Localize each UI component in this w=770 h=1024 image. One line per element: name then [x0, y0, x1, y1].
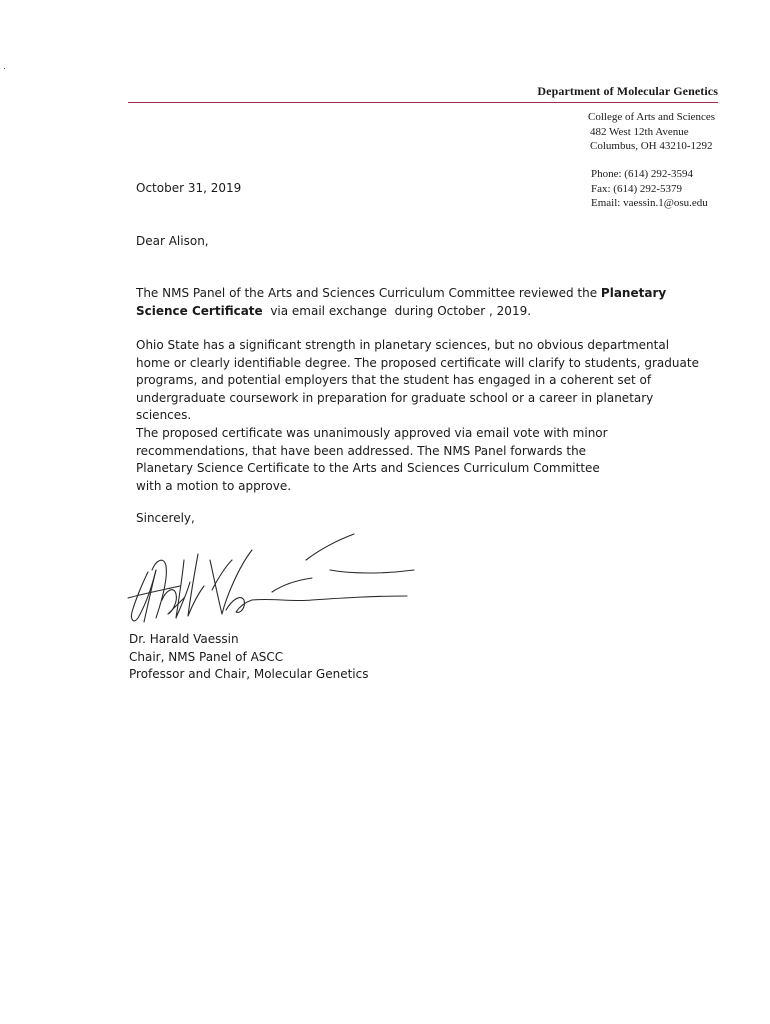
- signature-block: [129, 631, 368, 684]
- paragraph-review: [136, 285, 706, 320]
- handwritten-signature: [122, 520, 432, 632]
- contact-phone: Phone: (614) 292-3594: [591, 168, 694, 180]
- paragraph-rationale: Ohio State has a significant strength in planetary sciences, but no obvious departmental home or clearly identifiable degree. The proposed certificate will clarify to students, graduate programs, and potential employers that the student has engaged in a coherent set of undergraduate coursework in preparation for graduate school or a career in planetary sciences.: [136, 338, 699, 422]
- certificate-name: Planetary Science Certificate: [136, 286, 667, 318]
- signer-title-panel: Chair, NMS Panel of ASCC: [129, 649, 284, 664]
- closing: Sincerely,: [136, 511, 195, 525]
- signer-title-department: Professor and Chair, Molecular Genetics: [129, 667, 369, 681]
- address-line-city: Columbus, OH 43210-1292: [590, 140, 713, 152]
- contact-fax: Fax: (614) 292-5379: [591, 182, 683, 195]
- paragraph-approval: The proposed certificate was unanimously approved via email vote with minor recommendations, that have been addressed. The NMS Panel forwards the Planetary Science Certificate to the Arts and Sciences Curriculum Committee with a motion to approve.: [136, 426, 608, 493]
- contact-email: Email: vaessin.1@osu.edu: [591, 197, 708, 209]
- salutation: Dear Alison,: [136, 234, 209, 248]
- department-contact: [591, 167, 708, 211]
- scan-speck: [4, 68, 5, 69]
- letter-date: October 31, 2019: [136, 181, 242, 195]
- department-title: Department of Molecular Genetics: [537, 84, 718, 98]
- header-divider: [128, 102, 718, 103]
- address-line-street: 482 West 12th Avenue: [590, 125, 689, 138]
- paragraph-review-text-end: via email exchange during October , 2019.: [262, 303, 532, 318]
- paragraph-review-text: The NMS Panel of the Arts and Sciences Curriculum Committee reviewed the: [136, 286, 601, 300]
- signer-name: Dr. Harald Vaessin: [129, 632, 239, 646]
- address-line-college: College of Arts and Sciences: [588, 111, 716, 123]
- department-address: [588, 110, 715, 154]
